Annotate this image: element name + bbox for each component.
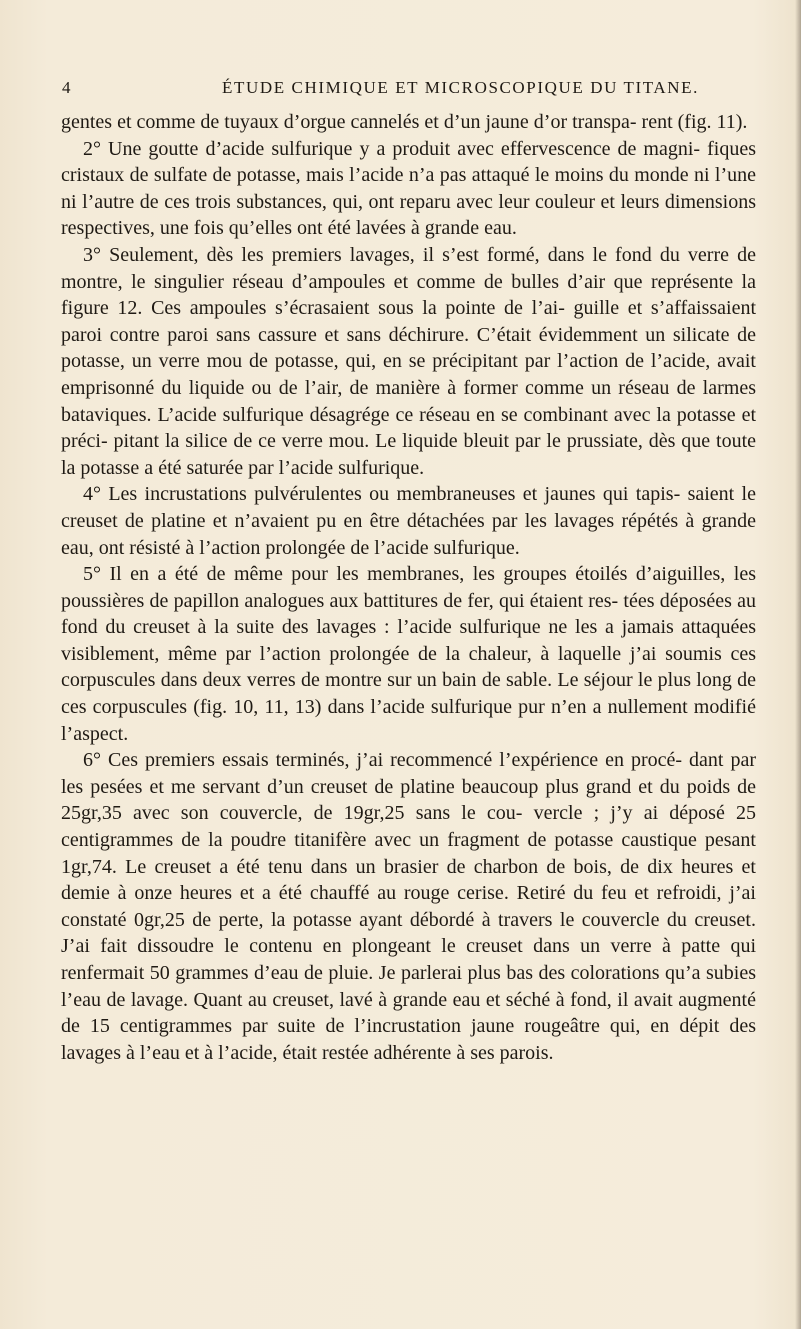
page-header [62, 78, 752, 108]
page-number: 4 [62, 78, 71, 97]
paragraph-5: 5° Il en a été de même pour les membranes, les groupes étoilés d’aiguilles, les poussières de papillon analogues aux battitures de fer, qui étaient res- tées déposées au fond du creuset à la suite des lavages : l’acide sulfurique ne les a jamais attaquées visiblement, même par l’action prolongée de la chaleur, à laquelle j’ai soumis ces corpuscules dans deux verres de montre sur un bain de sable. Le séjour le plus long de ces corpuscules (fig. 10, 11, 13) dans l’acide sulfurique pur n’en a nullement modifié l’aspect. [61, 563, 756, 745]
paragraph-2: 2° Une goutte d’acide sulfurique y a produit avec effervescence de magni- fiques cristaux de sulfate de potasse, mais l’acide n’a pas attaqué le moins du monde ni l’une ni l’autre de ces trois substances, qui, ont reparu avec leur couleur et leurs dimensions respectives, une fois qu’elles ont été lavées à grande eau. [61, 137, 756, 240]
page-edge-shadow [795, 0, 801, 1329]
paragraph-4: 4° Les incrustations pulvérulentes ou membraneuses et jaunes qui tapis- saient le creuset de platine et n’avaient pu en être détachées par les lavages répétés à grande eau, ont résisté à l’action prolongée de l’acide sulfurique. [61, 483, 756, 559]
body-text [61, 109, 756, 1066]
paragraph-3: 3° Seulement, dès les premiers lavages, il s’est formé, dans le fond du verre de montre, le singulier réseau d’ampoules et comme de bulles d’air que représente la figure 12. Ces ampoules s’écrasaient sous la pointe de l’ai- guille et s’affaissaient paroi contre paroi sans cassure et sans déchirure. C’était évidemment un silicate de potasse, un verre mou de potasse, qui, en se précipitant par l’action de l’acide, avait emprisonné du liquide ou de l’air, de manière à former comme un réseau de larmes bataviques. L’acide sulfurique désagrége ce réseau en se combinant avec la potasse et préci- pitant la silice de ce verre mou. Le liquide bleuit par le prussiate, dès que toute la potasse a été saturée par l’acide sulfurique. [61, 243, 756, 479]
paragraph-continuation: gentes et comme de tuyaux d’orgue cannelés et d’un jaune d’or transpa- rent (fig. 11). [61, 111, 748, 133]
paragraph-6: 6° Ces premiers essais terminés, j’ai recommencé l’expérience en procé- dant par les pesées et me servant d’un creuset de platine beaucoup plus grand et du poids de 25gr,35 avec son couvercle, de 19gr,25 sans le cou- vercle ; j’y ai déposé 25 centigrammes de la poudre titanifère avec un fragment de potasse caustique pesant 1gr,74. Le creuset a été tenu dans un brasier de charbon de bois, de dix heures et demie à onze heures et a été chauffé au rouge cerise. Retiré du feu et refroidi, j’ai constaté 0gr,25 de perte, la potasse ayant débordé à travers le couvercle du creuset. J’ai fait dissoudre le contenu en plongeant le creuset dans un verre à patte qui renfermait 50 grammes d’eau de pluie. Je parlerai plus bas des colorations qu’a subies l’eau de lavage. Quant au creuset, lavé à grande eau et séché à fond, il avait augmenté de 15 centigrammes par suite de l’incrustation jaune rougeâtre qui, en dépit des lavages à l’eau et à l’acide, était restée adhérente à ses parois. [61, 749, 756, 1064]
running-title: ÉTUDE CHIMIQUE ET MICROSCOPIQUE DU TITANE. [222, 78, 699, 97]
